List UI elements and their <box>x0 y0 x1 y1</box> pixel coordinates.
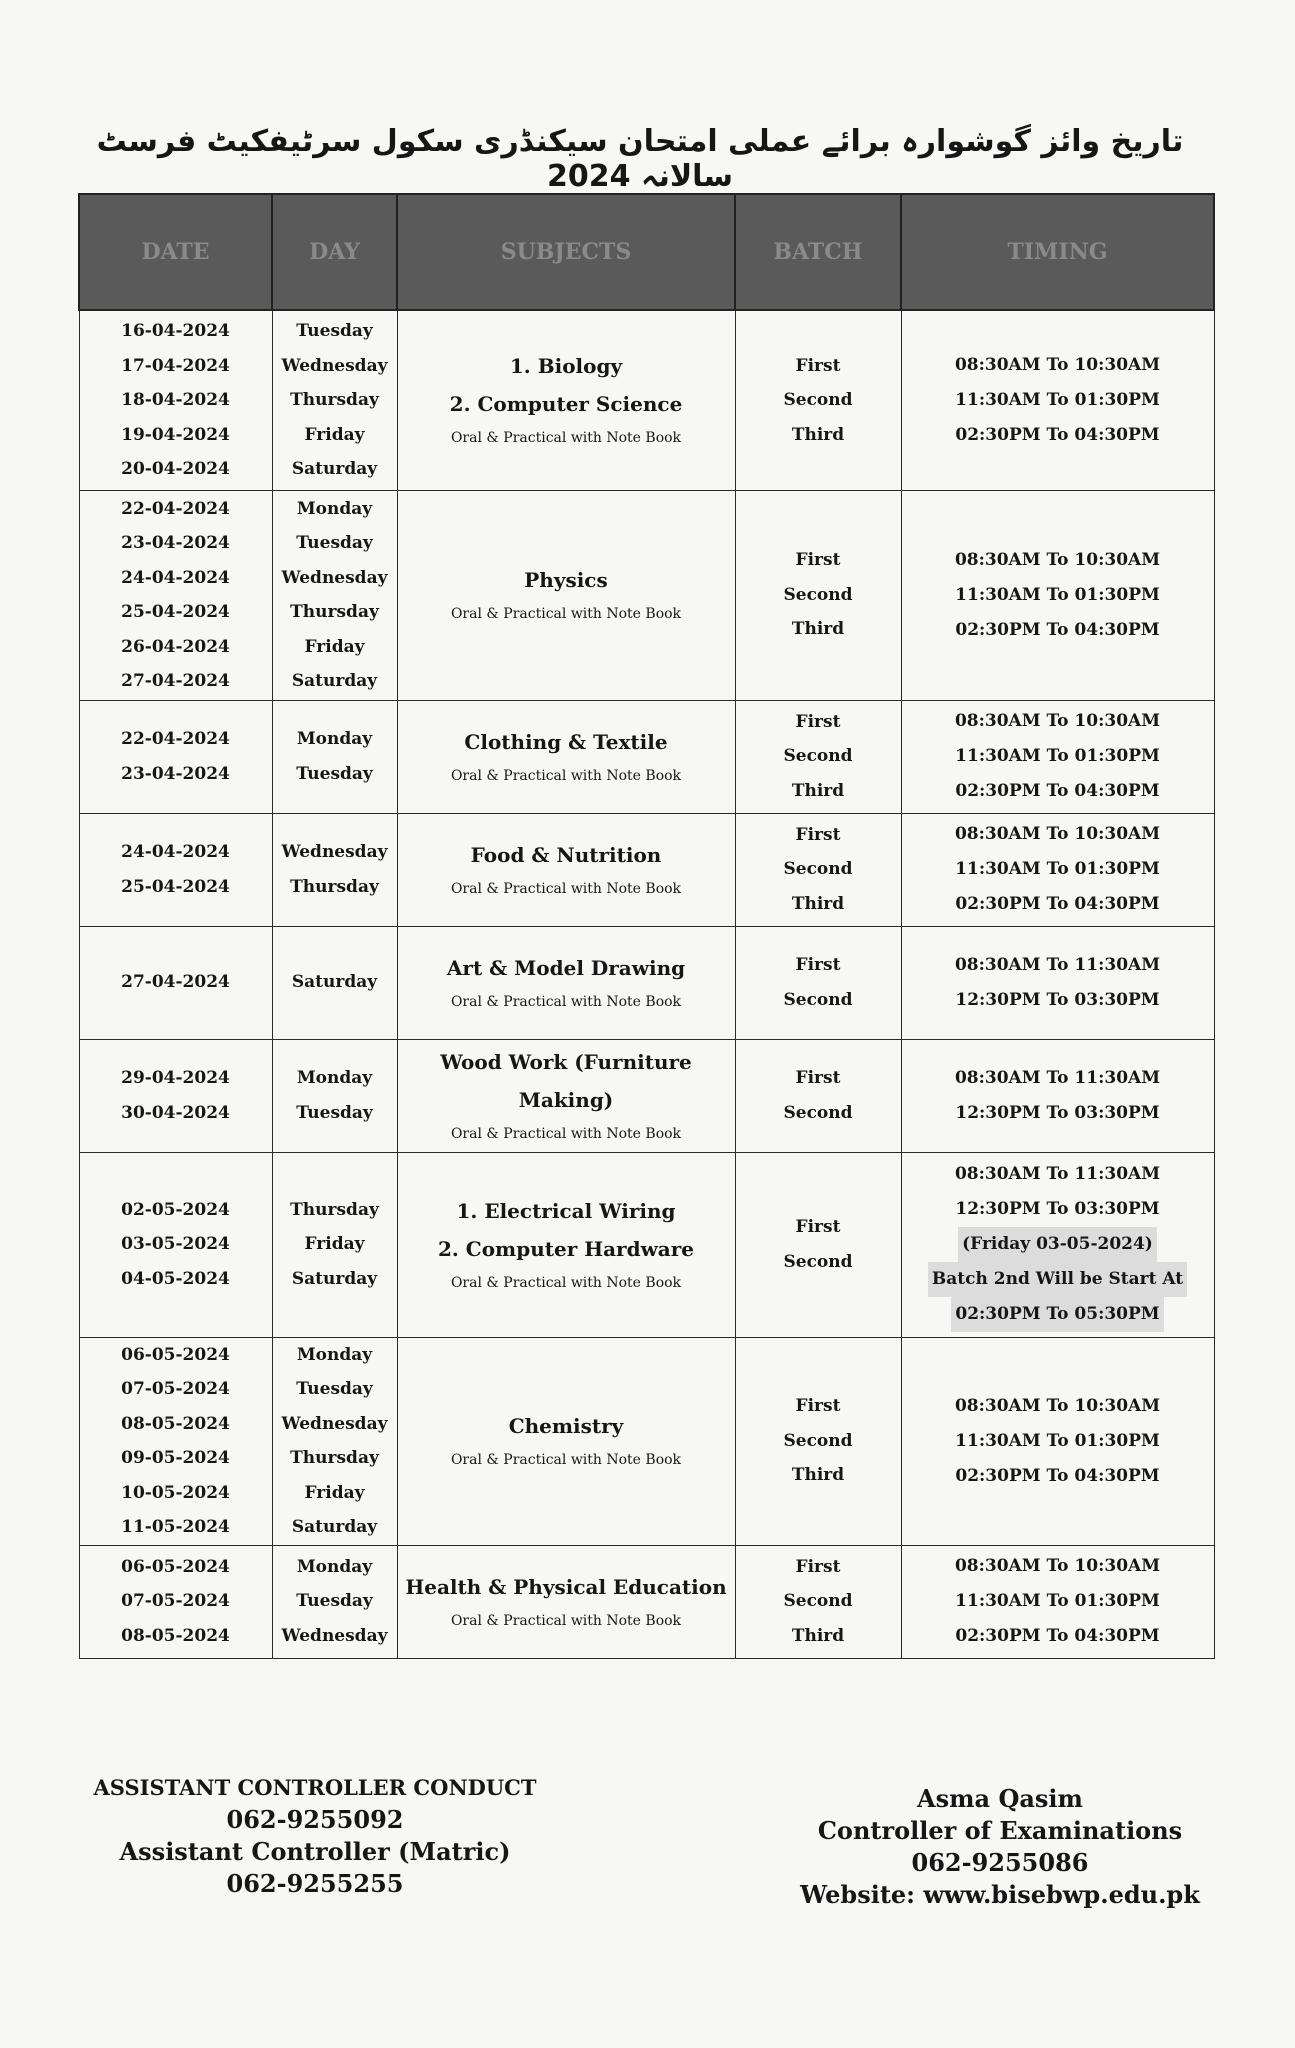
controller-name: Asma Qasim <box>917 1784 1083 1813</box>
table-row <box>79 813 1214 926</box>
day: Wednesday <box>281 842 388 862</box>
batch: Second <box>783 584 853 605</box>
table-row <box>79 490 1214 700</box>
day-cell <box>272 926 397 1039</box>
assistant-controller-matric: Assistant Controller (Matric) <box>119 1837 511 1866</box>
batch: First <box>795 1556 841 1577</box>
day: Tuesday <box>296 1379 373 1399</box>
day: Tuesday <box>296 321 373 341</box>
timing: 11:30AM To 01:30PM <box>955 859 1160 879</box>
subject-note: Oral & Practical with Note Book <box>450 1452 682 1468</box>
date: 04-05-2024 <box>121 1268 230 1289</box>
timing: 02:30PM To 04:30PM <box>955 1465 1160 1486</box>
day: Wednesday <box>281 1413 388 1434</box>
table-row <box>79 310 1214 490</box>
batch: Third <box>791 619 845 640</box>
batch-cell <box>735 813 901 926</box>
timing-note: Batch 2nd Will be Start At <box>928 1262 1187 1297</box>
date: 30-04-2024 <box>121 1102 230 1123</box>
date: 27-04-2024 <box>121 972 230 993</box>
subject-note: Oral & Practical with Note Book <box>450 880 682 897</box>
batch: First <box>795 1396 841 1417</box>
timing: 08:30AM To 11:30AM <box>954 1067 1161 1088</box>
date: 18-04-2024 <box>121 390 230 410</box>
batch: First <box>795 355 841 376</box>
subject-note: Oral & Practical with Note Book <box>450 430 682 447</box>
date: 06-05-2024 <box>121 1556 230 1577</box>
batch: Third <box>791 780 845 801</box>
date: 22-04-2024 <box>121 498 230 519</box>
header-date: DATE <box>79 194 272 310</box>
timing: 08:30AM To 10:30AM <box>954 354 1161 375</box>
subject-cell <box>397 1152 735 1337</box>
timing-cell <box>901 490 1214 700</box>
subject-cell <box>397 1545 735 1658</box>
date: 25-04-2024 <box>121 876 230 897</box>
table-row <box>79 700 1214 813</box>
subject-cell <box>397 490 735 700</box>
timing-note: (Friday 03-05-2024) <box>958 1227 1157 1262</box>
subject-name: Chemistry <box>508 1414 624 1438</box>
timing: 08:30AM To 10:30AM <box>954 549 1161 570</box>
subject-cell <box>397 1337 735 1545</box>
day: Saturday <box>291 459 378 479</box>
date: 08-05-2024 <box>121 1625 230 1646</box>
day: Friday <box>304 1482 365 1503</box>
date: 17-04-2024 <box>121 355 230 376</box>
date: 22-04-2024 <box>121 729 230 749</box>
date-cell <box>79 1039 272 1152</box>
day: Thursday <box>290 1199 379 1220</box>
subject-cell <box>397 813 735 926</box>
subject-name: Food & Nutrition <box>470 842 662 867</box>
table-row <box>79 926 1214 1039</box>
table-row <box>79 1545 1214 1658</box>
subject-cell <box>397 1039 735 1152</box>
day-cell <box>272 1545 397 1658</box>
controller-phone: 062-9255086 <box>911 1848 1089 1877</box>
subject-name: Clothing & Textile <box>464 729 668 754</box>
header-batch: BATCH <box>735 194 901 310</box>
assistant-controller-conduct: ASSISTANT CONTROLLER CONDUCT <box>93 1775 537 1800</box>
batch: Second <box>783 989 853 1010</box>
date: 09-05-2024 <box>121 1448 230 1468</box>
batch: First <box>795 1217 841 1237</box>
day: Saturday <box>291 1517 378 1537</box>
subject-name: Wood Work (Furniture Making) <box>440 1049 692 1112</box>
subject-note: Oral & Practical with Note Book <box>450 767 682 784</box>
batch: Second <box>783 1251 853 1272</box>
batch: First <box>795 824 841 845</box>
subject-name: Art & Model Drawing <box>446 955 686 980</box>
date-cell <box>79 813 272 926</box>
batch: Second <box>783 1102 853 1123</box>
day: Saturday <box>291 1268 378 1289</box>
date: 26-04-2024 <box>121 636 230 657</box>
day: Monday <box>296 498 373 519</box>
batch-cell <box>735 490 901 700</box>
date: 27-04-2024 <box>121 671 230 691</box>
day-cell <box>272 813 397 926</box>
batch: Second <box>783 390 853 410</box>
day: Saturday <box>291 671 378 691</box>
timing: 11:30AM To 01:30PM <box>955 1591 1160 1611</box>
date: 23-04-2024 <box>121 763 230 784</box>
batch: Second <box>783 1430 853 1451</box>
subject-note: Oral & Practical with Note Book <box>450 993 682 1010</box>
batch: Third <box>791 1465 845 1486</box>
timing-cell <box>901 700 1214 813</box>
date: 08-05-2024 <box>121 1413 230 1434</box>
header-day: DAY <box>272 194 397 310</box>
day-cell <box>272 1152 397 1337</box>
timing: 11:30AM To 01:30PM <box>955 746 1160 766</box>
timing: 08:30AM To 10:30AM <box>954 1556 1161 1576</box>
day: Monday <box>296 1068 373 1088</box>
subject-cell <box>397 310 735 490</box>
table-row <box>79 1337 1214 1545</box>
day-cell <box>272 1039 397 1152</box>
timing-cell <box>901 1545 1214 1658</box>
date: 10-05-2024 <box>121 1482 230 1503</box>
subject-note: Oral & Practical with Note Book <box>450 606 682 622</box>
date-cell <box>79 1337 272 1545</box>
batch: Third <box>791 893 845 914</box>
header-timing: TIMING <box>901 194 1214 310</box>
batch-cell <box>735 926 901 1039</box>
timing-note: 02:30PM To 05:30PM <box>951 1297 1163 1332</box>
date-cell <box>79 700 272 813</box>
batch-cell <box>735 1152 901 1337</box>
timing-cell <box>901 813 1214 926</box>
timing: 08:30AM To 11:30AM <box>954 954 1161 975</box>
timing-cell <box>901 1337 1214 1545</box>
subject-cell <box>397 926 735 1039</box>
table-row <box>79 1039 1214 1152</box>
subject-name: 2. Computer Hardware <box>437 1236 695 1261</box>
timing-cell <box>901 926 1214 1039</box>
timing-note-line <box>902 1262 1214 1297</box>
day: Thursday <box>290 602 379 622</box>
date: 23-04-2024 <box>121 533 230 553</box>
batch: Third <box>791 1625 845 1646</box>
timing: 12:30PM To 03:30PM <box>955 1102 1160 1123</box>
timing: 08:30AM To 10:30AM <box>954 1395 1161 1416</box>
date-cell <box>79 926 272 1039</box>
date-cell <box>79 310 272 490</box>
date-cell <box>79 490 272 700</box>
day: Thursday <box>290 1448 379 1468</box>
subject-name: Physics <box>524 568 608 592</box>
timing: 12:30PM To 03:30PM <box>955 1199 1160 1219</box>
date-cell <box>79 1545 272 1658</box>
timing-cell <box>901 1152 1214 1337</box>
date-cell <box>79 1152 272 1337</box>
controller-title: Controller of Examinations <box>817 1816 1183 1845</box>
timing-note-line <box>902 1297 1214 1332</box>
batch: Third <box>791 424 845 445</box>
header-subjects: SUBJECTS <box>397 194 735 310</box>
batch-cell <box>735 700 901 813</box>
day: Monday <box>296 1344 373 1365</box>
website: Website: www.bisebwp.edu.pk <box>800 1880 1200 1909</box>
subject-note: Oral & Practical with Note Book <box>450 1125 682 1142</box>
date: 24-04-2024 <box>121 567 230 588</box>
day: Tuesday <box>296 533 373 553</box>
date: 07-05-2024 <box>121 1379 230 1399</box>
day: Friday <box>304 1234 365 1255</box>
day: Saturday <box>291 972 378 993</box>
day: Wednesday <box>281 567 388 588</box>
batch: First <box>795 550 841 571</box>
date: 07-05-2024 <box>121 1591 230 1612</box>
date: 16-04-2024 <box>121 321 230 341</box>
day: Monday <box>296 729 373 749</box>
subject-name: 1. Biology <box>509 354 623 379</box>
table-row <box>79 1152 1214 1337</box>
date: 19-04-2024 <box>121 424 230 445</box>
timing: 11:30AM To 01:30PM <box>955 389 1160 410</box>
batch: Second <box>783 746 853 767</box>
controller-block <box>780 1783 1220 1911</box>
batch-cell <box>735 1337 901 1545</box>
subject-note: Oral & Practical with Note Book <box>450 1612 682 1629</box>
batch: First <box>795 711 841 732</box>
day-cell <box>272 310 397 490</box>
day: Thursday <box>290 876 379 897</box>
header-row <box>79 194 1214 310</box>
day: Tuesday <box>296 1591 373 1612</box>
batch: Second <box>783 1591 853 1612</box>
timing: 08:30AM To 10:30AM <box>954 824 1161 844</box>
date: 29-04-2024 <box>121 1068 230 1088</box>
timing: 11:30AM To 01:30PM <box>955 1430 1160 1451</box>
day-cell <box>272 700 397 813</box>
phone-matric: 062-9255255 <box>226 1869 404 1898</box>
subject-note: Oral & Practical with Note Book <box>450 1274 682 1291</box>
timing: 08:30AM To 10:30AM <box>954 711 1161 731</box>
phone-conduct: 062-9255092 <box>226 1805 404 1834</box>
timing: 08:30AM To 11:30AM <box>954 1164 1161 1184</box>
batch-cell <box>735 1039 901 1152</box>
subject-name: 2. Computer Science <box>449 392 683 417</box>
day-cell <box>272 1337 397 1545</box>
batch-cell <box>735 310 901 490</box>
day: Friday <box>304 424 365 445</box>
timing-cell <box>901 310 1214 490</box>
day: Tuesday <box>296 1102 373 1123</box>
date: 03-05-2024 <box>121 1234 230 1255</box>
timing: 12:30PM To 03:30PM <box>955 989 1160 1010</box>
day: Wednesday <box>281 1625 388 1646</box>
date: 02-05-2024 <box>121 1199 230 1220</box>
day: Wednesday <box>281 355 388 376</box>
date: 06-05-2024 <box>121 1344 230 1365</box>
timing: 02:30PM To 04:30PM <box>955 1626 1160 1646</box>
assistant-controller-block <box>70 1772 560 1900</box>
timing-note-line <box>902 1227 1214 1262</box>
subject-name: Health & Physical Education <box>405 1574 727 1599</box>
document-title: تاریخ وائز گوشوارہ برائے عملی امتحان سیکنڈری سکول سرٹیفکیٹ فرسٹ سالانہ 2024 <box>96 124 1184 194</box>
batch-cell <box>735 1545 901 1658</box>
timing: 02:30PM To 04:30PM <box>955 894 1160 914</box>
day: Thursday <box>290 390 379 410</box>
batch: First <box>795 955 841 975</box>
date: 24-04-2024 <box>121 842 230 862</box>
timing: 02:30PM To 04:30PM <box>955 781 1160 801</box>
subject-name: 1. Electrical Wiring <box>456 1198 676 1223</box>
subject-cell <box>397 700 735 813</box>
schedule-table <box>78 193 1215 1659</box>
date: 20-04-2024 <box>121 459 230 479</box>
date: 11-05-2024 <box>121 1517 230 1537</box>
batch: First <box>795 1068 841 1088</box>
batch: Second <box>783 859 853 880</box>
day: Tuesday <box>296 763 373 784</box>
timing: 02:30PM To 04:30PM <box>955 619 1160 640</box>
date: 25-04-2024 <box>121 602 230 622</box>
day: Monday <box>296 1556 373 1577</box>
day: Friday <box>304 636 365 657</box>
timing: 02:30PM To 04:30PM <box>955 424 1160 445</box>
timing-cell <box>901 1039 1214 1152</box>
day-cell <box>272 490 397 700</box>
timing: 11:30AM To 01:30PM <box>955 584 1160 605</box>
